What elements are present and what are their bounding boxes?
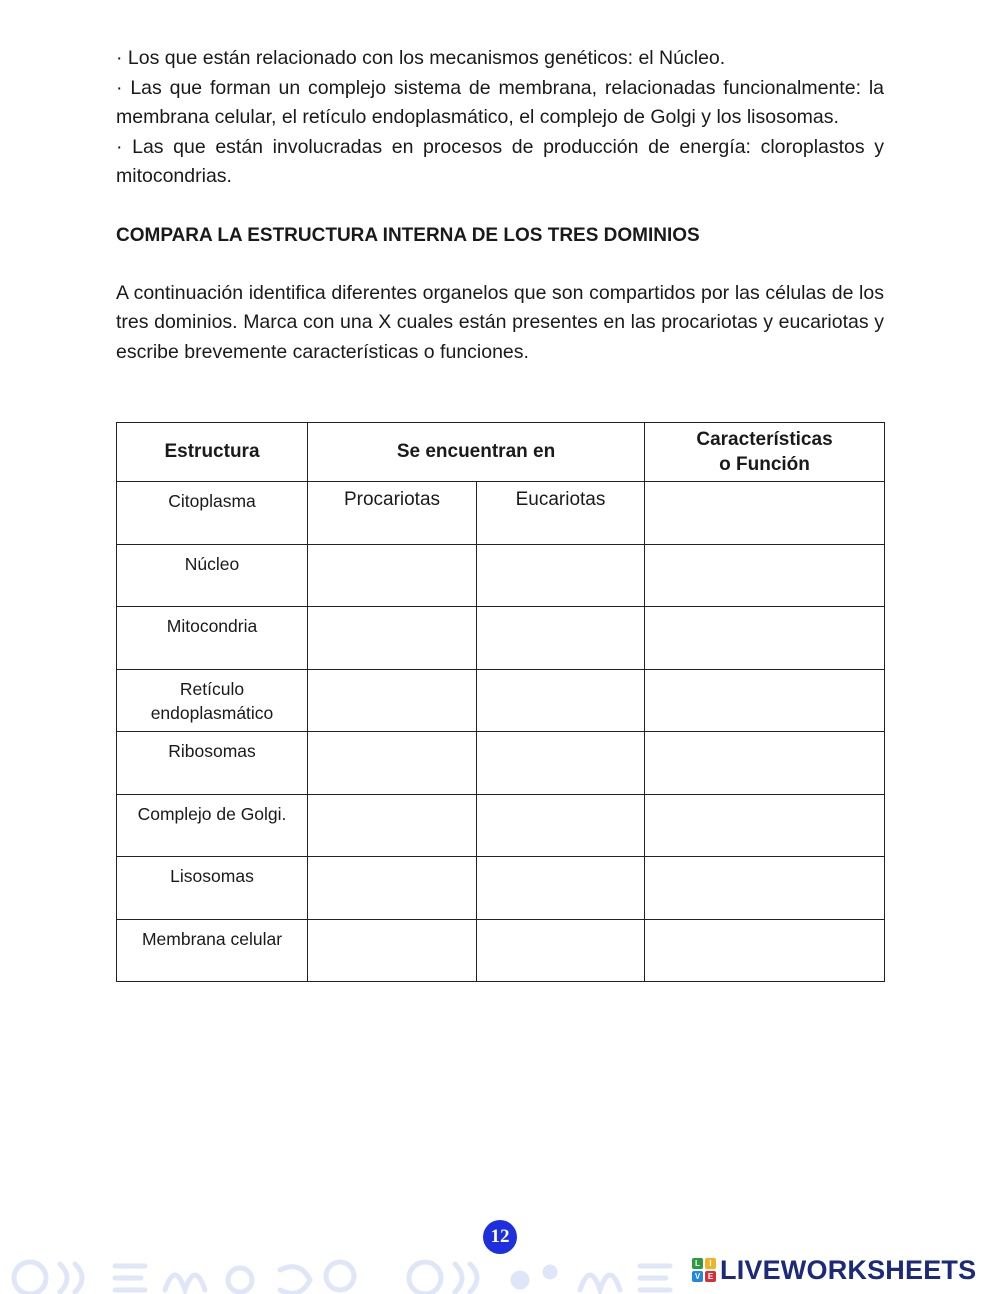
procariotas-cell[interactable] <box>308 732 477 795</box>
characteristics-cell[interactable] <box>645 919 885 982</box>
eucariotas-cell[interactable] <box>477 482 645 545</box>
eucariotas-label: Eucariotas <box>515 489 606 510</box>
eucariotas-cell[interactable] <box>477 794 645 857</box>
header-characteristics <box>645 423 885 482</box>
structure-cell: Núcleo <box>117 544 308 607</box>
eucariotas-cell[interactable] <box>477 544 645 607</box>
eucariotas-cell[interactable] <box>477 857 645 920</box>
header-characteristics-line1: Características <box>696 429 833 450</box>
table-row <box>117 544 885 607</box>
structure-cell: Lisosomas <box>117 857 308 920</box>
table-row <box>117 794 885 857</box>
eucariotas-cell[interactable] <box>477 732 645 795</box>
procariotas-cell[interactable] <box>308 794 477 857</box>
characteristics-cell[interactable] <box>645 544 885 607</box>
logo-letter-e: E <box>705 1271 716 1282</box>
eucariotas-cell[interactable] <box>477 919 645 982</box>
brand-name: LIVEWORKSHEETS <box>720 1254 977 1285</box>
table-row <box>117 919 885 982</box>
comparison-table <box>116 422 885 982</box>
procariotas-cell[interactable] <box>308 544 477 607</box>
instructions: A continuación identifica diferentes organelos que son compartidos por las células de los tres dominios. Marca con una X cuales están presentes en las procariotas y eucariotas y escribe brevemente características o funciones. <box>116 281 884 363</box>
structure-cell: Citoplasma <box>117 482 308 545</box>
characteristics-cell[interactable] <box>645 482 885 545</box>
procariotas-label: Procariotas <box>343 489 441 510</box>
intro-bullet-1: · Los que están relacionado con los mecanismos genéticos: el Núcleo. <box>116 47 726 69</box>
page-number-badge: 12 <box>483 1220 517 1254</box>
characteristics-cell[interactable] <box>645 732 885 795</box>
characteristics-cell[interactable] <box>645 669 885 732</box>
structure-cell: Complejo de Golgi. <box>117 794 308 857</box>
characteristics-cell[interactable] <box>645 857 885 920</box>
structure-cell: Membrana celular <box>117 919 308 982</box>
procariotas-cell[interactable] <box>308 482 477 545</box>
eucariotas-cell[interactable] <box>477 669 645 732</box>
logo-letter-v: V <box>692 1271 703 1282</box>
procariotas-cell[interactable] <box>308 669 477 732</box>
characteristics-cell[interactable] <box>645 607 885 670</box>
liveworksheets-logo-icon <box>692 1258 716 1282</box>
table-header-row <box>117 423 885 482</box>
structure-cell: Ribosomas <box>117 732 308 795</box>
eucariotas-cell[interactable] <box>477 607 645 670</box>
structure-cell: Mitocondria <box>117 607 308 670</box>
table-row <box>117 669 885 732</box>
procariotas-cell[interactable] <box>308 857 477 920</box>
liveworksheets-logo[interactable] <box>692 1253 976 1287</box>
intro-bullet-2: · Las que forman un complejo sistema de membrana, relacionadas funcionalmente: la membrana celular, el retículo endoplasmático, el complejo de Golgi y los lisosomas. <box>116 76 884 128</box>
table-row <box>117 607 885 670</box>
table-row <box>117 732 885 795</box>
structure-cell: Retículo endoplasmático <box>117 669 308 732</box>
header-structure: Estructura <box>117 423 308 482</box>
intro-bullet-3: · Las que están involucradas en procesos de producción de energía: cloroplastos y mitocondrias. <box>116 135 884 187</box>
characteristics-cell[interactable] <box>645 794 885 857</box>
page-content <box>116 44 884 367</box>
header-found-in: Se encuentran en <box>308 423 645 482</box>
header-characteristics-line2: o Función <box>719 454 810 475</box>
section-title: COMPARA LA ESTRUCTURA INTERNA DE LOS TRES DOMINIOS <box>116 224 700 246</box>
logo-letter-l: L <box>692 1258 703 1269</box>
table-row <box>117 857 885 920</box>
procariotas-cell[interactable] <box>308 919 477 982</box>
logo-letter-i: I <box>705 1258 716 1269</box>
table-row <box>117 482 885 545</box>
procariotas-cell[interactable] <box>308 607 477 670</box>
